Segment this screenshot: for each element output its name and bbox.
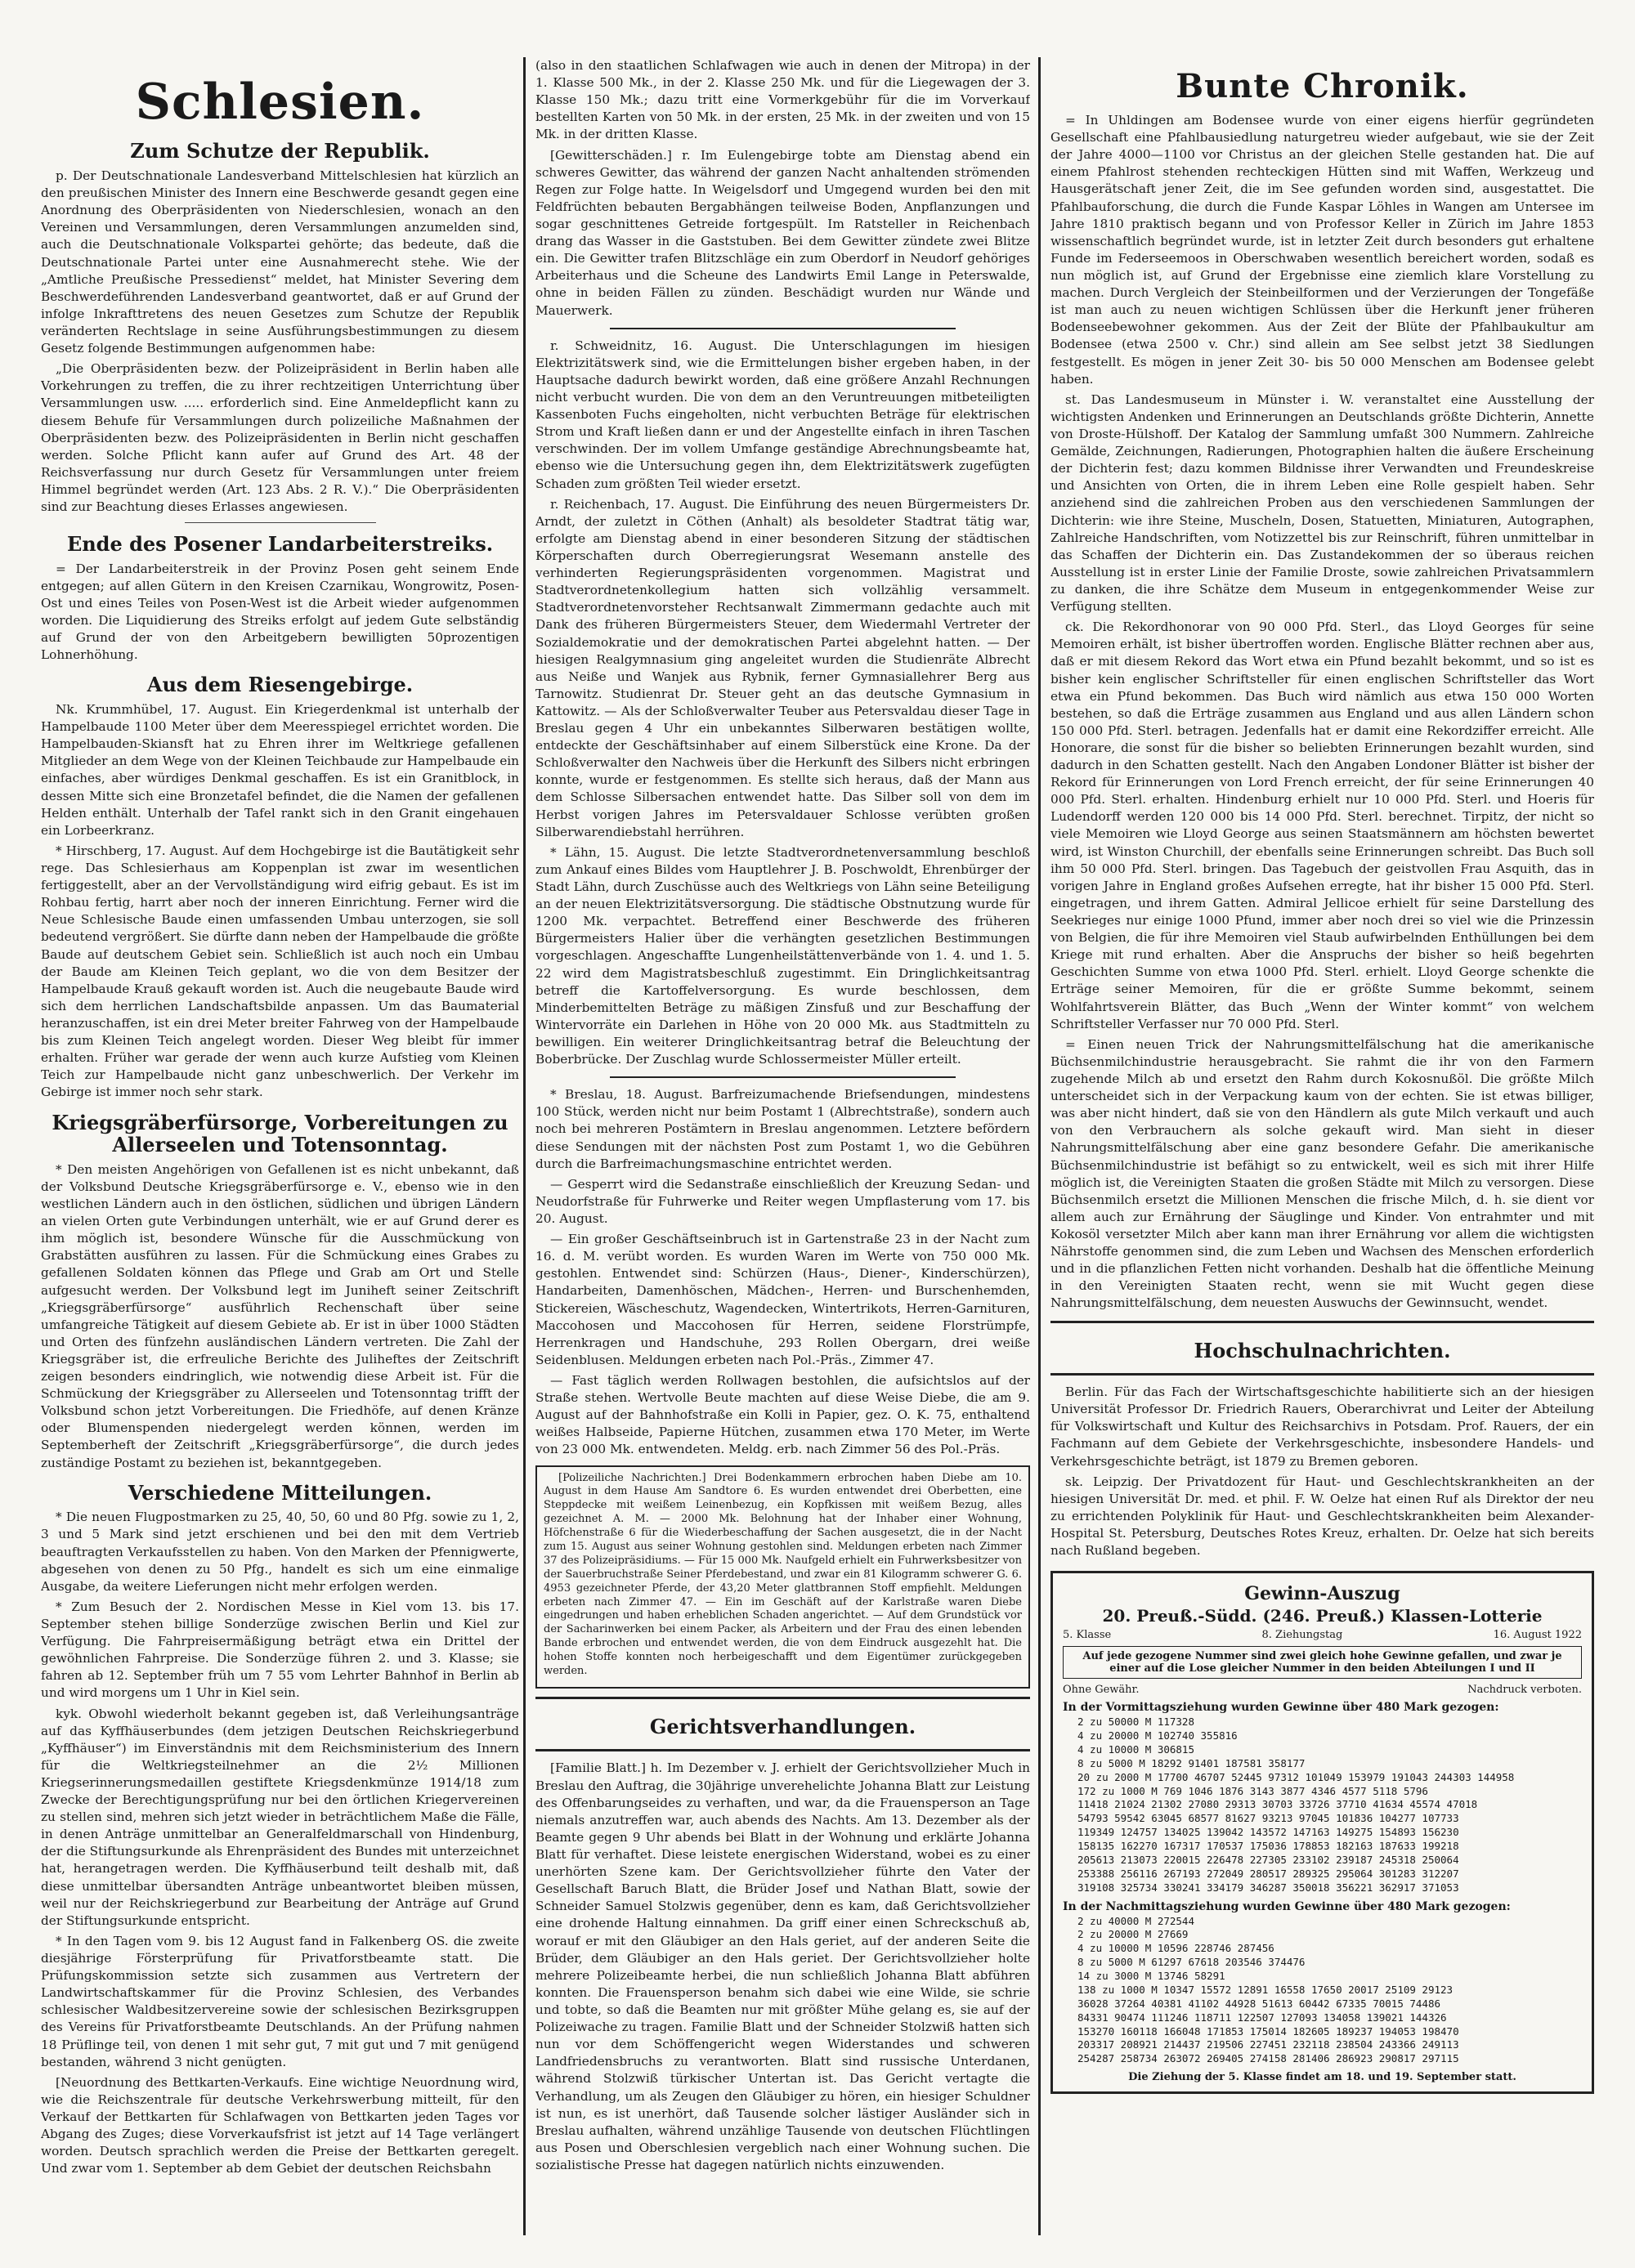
- lottery-line: 2 zu 40000 M 272544: [1077, 1914, 1194, 1927]
- lottery-title: Gewinn-Auszug: [1244, 1583, 1400, 1605]
- article-paragraph: * Breslau, 18. August. Barfreizumachende Briefsendungen, mindestens 100 Stück, werden nicht nur beim Postamt 1 (Albrechtstraße), sondern auch noch bei mehreren Postämtern in Breslau angenommen. Letztere befördern diese Sendungen mit der nächsten Post zum Postamt 1, wo die Gebühren durch die Barfreimachungsmaschine entrichtet werden.: [535, 1087, 1030, 1171]
- column-rule: [523, 57, 526, 2235]
- article-paragraph: Berlin. Für das Fach der Wirtschaftsgeschichte habilitierte sich an der hiesigen Universität Professor Dr. Friedrich Rauers, Oberarchivrat und Leiter der Abteilung für Volkswirtschaft und Kultur des Reichsarchivs in Potsdam. Prof. Rauers, der ein Fachmann auf dem Gebiete der Verkehrsgeschichte, insbesondere Handels- und Verkehrsgeschichte beträgt, ist 1879 zu Bremen geboren.: [1050, 1385, 1594, 1469]
- lottery-line: 205613 213073 220015 226478 227305 233102 239187 245318 250064: [1077, 1853, 1459, 1866]
- lottery-line: 2 zu 20000 M 27669: [1077, 1928, 1189, 1941]
- lottery-line: 254287 258734 263072 269405 274158 281406 286923 290817 297115: [1077, 2052, 1459, 2065]
- article-headline: Verschiedene Mitteilungen.: [128, 1480, 432, 1505]
- lottery-afternoon-head: In der Nachmittagsziehung wurden Gewinne über 480 Mark gezogen:: [1063, 1899, 1511, 1913]
- university-section: [1050, 1321, 1594, 1376]
- article-headline: Aus dem Riesengebirge.: [146, 673, 414, 697]
- article-paragraph: [Gewitterschäden.] r. Im Eulengebirge tobte am Dienstag abend ein schweres Gewitter, das während der ganzen Nacht anhaltenden strömenden Regen zur Folge hatte. In Weigelsdorf und Umgegend wurden bei den mit Feldfrüchten bebauten Bergabhängen teilweise Boden, Anpflanzungen und sogar geschnittenes Getreide fortgespült. Im Ratsteller in Reichenbach drang das Wasser in die Gaststuben. Bei dem Gewitter zündete zwei Blitze ein. Die Gewitter trafen Blitzschläge ein zum Oberdorf in Neudorf gehöriges Arbeiterhaus und die Scheune des Landwirts Emil Lange in Peterswalde, ohne in beiden Fällen zu zünden. Beschädigt wurden nur Wände und Mauerwerk.: [535, 147, 1030, 318]
- article-paragraph: * Die neuen Flugpostmarken zu 25, 40, 50, 60 und 80 Pfg. sowie zu 1, 2, 3 und 5 Mark sind jetzt erschienen und bei den mit dem Vertrieb beauftragten Verkaufsstellen zu haben. Von den Marken der Pfennigwerte, abgesehen von denen zu 50 Pfg., handelt es sich um eine einmalige Ausgabe, da weitere Lieferungen nicht mehr erfolgen werden.: [41, 1510, 519, 1594]
- lottery-line: 36028 37264 40381 41102 44928 51613 60442 67335 70015 74486: [1077, 1997, 1441, 2010]
- lottery-line: 14 zu 3000 M 13746 58291: [1077, 1970, 1225, 1983]
- lottery-afternoon-list: [1063, 1915, 1582, 2067]
- court-section: [535, 1697, 1030, 1752]
- article-paragraph: r. Reichenbach, 17. August. Die Einführung des neuen Bürgermeisters Dr. Arndt, der zuletzt in Cöthen (Anhalt) als besoldeter Stadtrat tätig war, erfolgte am Dienstag abend in einer besonderen Sitzung der städtischen Körperschaften durch Oberregierungsrat Wesemann anstelle des verhinderten Regierungspräsidenten vorgenommen. Magistrat und Stadtverordnetenkollegium hatten sich vollzählig versammelt. Stadtverordnetenvorsteher Rechtsanwalt Zimmermann gedachte auch mit Dank des früheren Bürgermeisters Steuer, dem Wiedermahl Vertreter der Sozialdemokratie und der demokratischen Partei abgelehnt hatten. — Der hiesigen Realgymnasium ging angeleitet wurden die Studienräte Albrecht aus Neiße und Wanjek aus Rybnik, ferner Gymnasiallehrer Berg aus Tarnowitz. Studienrat Dr. Steuer geht an das deutsche Gymnasium in Kattowitz. — Als der Schloßverwalter Teuber aus Petersvaldau dieser Tage in Breslau gegen 4 Uhr ein unbekanntes Silberwaren bestätigen wollte, entdeckte der Geschäftsinhaber auf einem Silberstück eine Krone. Da der Schloßverwalter den Nachweis über die Herkunft des Silbers nicht erbringen konnte, wurde er festgenommen. Es stellte sich heraus, daß der Mann aus dem Schlosse Silbersachen entwendet hatte. Das Silber soll von dem im Herbst vorigen Jahres im Petersvaldauer Schlosse verübten großen Silberwarendiebstahl herrühren.: [535, 496, 1030, 839]
- lottery-line: 8 zu 5000 M 61297 67618 203546 374476: [1077, 1956, 1306, 1969]
- column-1: [41, 57, 519, 2235]
- article-paragraph: * Hirschberg, 17. August. Auf dem Hochgebirge ist die Bautätigkeit sehr rege. Das Schlesierhaus am Koppenplan ist zwar im wesentlichen fertiggestellt, aber an der Vervollständigung wird eifrig gebaut. Es ist im Rohbau fertig, harrt aber noch der inneren Einrichtung. Ferner wird die Neue Schlesische Baude einen umfassenden Umbau unterzogen, sie soll bedeutend vergrößert. Sie dürfte dann neben der Hampelbaude die größte Baude auf deutschem Gebiet sein. Schließlich ist auch noch ein Umbau der Baude am Kleinen Teich geplant, wo die von dem Besitzer der Hampelbaude Krauß gekauft worden ist. Auch die neugebaute Baude wird sich dem herrlichen Landschaftsbilde anpassen. Um das Baumaterial heranzuschaffen, ist ein drei Meter breiter Fahrweg von der Hampelbaude bis zum Kleinen Teich angelegt worden. Dieser Weg bleibt für immer erhalten. Früher war gerade der wenn auch kurze Aufstieg vom Kleinen Teich zur Hampelbaude nicht ganz unbeschwerlich. Der Verkehr im Gebirge ist immer noch sehr stark.: [41, 843, 519, 1100]
- no-guarantee-label: Ohne Gewähr.: [1063, 1684, 1140, 1697]
- lottery-line: 54793 59542 63045 68577 81627 93213 97045 101836 104277 107733: [1077, 1812, 1459, 1825]
- lottery-line: 319108 325734 330241 334179 346287 350018 356221 362917 371053: [1077, 1881, 1459, 1894]
- lottery-footer: Die Ziehung der 5. Klasse findet am 18. und 19. September statt.: [1128, 2071, 1516, 2084]
- lottery-line: 4 zu 20000 M 102740 355816: [1077, 1729, 1238, 1742]
- lottery-morning-head: In der Vormittagsziehung wurden Gewinne über 480 Mark gezogen:: [1063, 1701, 1499, 1715]
- article-paragraph: * Lähn, 15. August. Die letzte Stadtverordnetenversammlung beschloß zum Ankauf eines Bildes vom Hauptlehrer J. B. Poschwoldt, Ehrenbürger der Stadt Lähn, durch Zuschüsse auch des Weltkriegs von Lähn seine Beteiligung an der neuen Elektrizitätsversorgung. Die städtische Obstnutzung wurde für 1200 Mk. verpachtet. Betreffend einer Beschwerde des früheren Bürgermeisters Halier über die verhängten gesetzlichen Bestimmungen vorgeschlagen. Angeschaffte Lungenheilstättenverbände von 1. 4. und 1. 5. 22 wird dem Magistratsbeschluß zugestimmt. Ein Dringlichkeitsantrag betreff die Kartoffelversorgung. Es wurde beschlossen, dem Minderbemittelten Beträge zu mäßigen Zinsfuß und zur Beschaffung der Wintervorräte ein Darlehen in Höhe von 20 000 Mk. aus Stadtmitteln zu bewilligen. Ein weiterer Dringlichkeitsantrag betraf die Beleuchtung der Boberbrücke. Der Zuschlag wurde Schlossermeister Müller erteilt.: [535, 844, 1030, 1067]
- lottery-line: 4 zu 10000 M 10596 228746 287456: [1077, 1942, 1274, 1955]
- lottery-morning-list: [1063, 1716, 1582, 1894]
- column-2: [535, 57, 1030, 2235]
- article-paragraph: ck. Die Rekordhonorar von 90 000 Pfd. Sterl., das Lloyd Georges für seine Memoiren erhält, ist bisher übertroffen worden. Englische Blätter rechnen aber aus, daß er mit diesem Rekord das Wort etwa ein Pfund bezahlt bekommt, und so ist es bisher kein englischer Schriftsteller für einen englischen Schriftsteller das Wort etwa ein Pfund bekommen. Das Buch wird nämlich aus etwa 150 000 Worten bestehen, so daß die Erträge zusammen aus England und aus allen Ländern schon 150 000 Pfd. Sterl. betragen. Jedenfalls hat er damit eine Rekordziffer erreicht. Alle Honorare, die sonst für die bisher so beliebten Erinnerungen bezahlt wurden, sind dadurch in den Schatten gestellt. Nach den Angaben Londoner Blätter ist bisher der Rekord für Erinnerungen von Lord French erreicht, der für seine Erinnerungen 40 000 Pfd. Sterl. erhalten. Hindenburg erhielt nur 10 000 Pfd. Sterl. und Hoeris für Ludendorff werden 120 000 bis 14 000 Pfd. Sterl. berechnet. Tirpitz, der nicht so viele Memoiren wie Lloyd George aus seinen Staatsmännern am höchsten bewertet wird, ist Winston Churchill, der ebenfalls seine Erinnerungen schreibt. Das Buch soll ihm 50 000 Pfd. Sterl. bringen. Das Tagebuch der geistvollen Frau Asquith, das in vorigen Jahre in England großes Aufsehen erregte, hat ihr bisher 15 000 Pfd. Sterl. eingetragen, und ihrem Gatten. Admiral Jellicoe erhielt für seine Darstellung des Seekrieges nur einige 1000 Pfund, immer aber noch drei so viel wie die Prinzessin von Belgien, die für ihre Memoiren viel Staub aufwirbelnden Enthüllungen bei dem Kriege mit rund erhalten. Aber die Anspruchs der bisher so heiß begehrten Geschichten Summe von etwa 1000 Pfd. Sterl. erhielt. Lloyd George schenkte die Erträge seiner Memoiren, für die er größte Summe bekommt, seinem Wohlfahrtsverein Blätter, das Buch „Wenn der Winter kommt“ von welchem Schriftsteller Verfasser nur 70 000 Pfd. Sterl.: [1050, 620, 1594, 1031]
- lottery-line: 2 zu 50000 M 117328: [1077, 1716, 1194, 1729]
- lottery-line: 138 zu 1000 M 10347 15572 12891 16558 17650 20017 25109 29123: [1077, 1983, 1454, 1996]
- police-notice-box: [535, 1465, 1030, 1689]
- article-headline: Gerichtsverhandlungen.: [649, 1714, 916, 1738]
- article-paragraph: [Familie Blatt.] h. Im Dezember v. J. erhielt der Gerichtsvollzieher Much in Breslau den Auftrag, die 30jährige unverehelichte Johanna Blatt zur Leistung des Offenbarungseides zu verhaften, und war, da die Frauensperson an Tage niemals anzutreffen war, auch abends des Nachts. Am 13. Dezember als der Beamte gegen 9 Uhr abends bei Blatt in der Wohnung und erklärte Johanna Blatt für verhaftet. Diese leistete energischen Widerstand, wobei es zu einer unerhörten Szene kam. Der Gerichtsvollzieher führte den Vater der Gesellschaft Baruch Blatt, die Brüder Josef und Nathan Blatt, sowie der Schneider Samuel Stolzwis gegenüber, denn es kam, daß Gerichtsvollzieher eine drohende Haltung einnahmen. Da griff einer einen Schreckschuß ab, worauf er mit den Gläubiger an den Hals geriet, auf der anderen Seite die Brüder, dem Gläubiger an den Hals geriet. Der Gerichtsvollzieher holte mehrere Polizeibeamte herbei, die nun schließlich Johanna Blatt abführen konnten. Die Frauensperson benahm sich dabei wie eine Wilde, sie schrie und tobte, so daß die Beamten nur mit größter Mühe gelang es, sie auf der Polizeiwache zu tragen. Familie Blatt und der Schneider Stolzwiß hatten sich nun vor dem Schöffengericht wegen Widerstandes und schweren Landfriedensbruchs zu verantworten. Blatt sind russische Unterdanen, während Stolzwiß türkischer Untertan ist. Das Gericht vertagte die Verhandlung, um als Zeugen den Gläubiger zu hören, ein hiesiger Schuldner ist nun, es ist unerhört, daß Tausende solcher lästiger Ausländer sich in Breslau aufhalten, während unzählige Tausende von deutschen Flüchtlingen aus Posen und Oberschlesien vergeblich nach einer Wohnung suchen. Die sozialistische Presse hat dagegen natürlich nichts einzuwenden.: [535, 1760, 1030, 2172]
- lottery-day: 8. Ziehungstag: [1261, 1629, 1343, 1642]
- article-paragraph: = Einen neuen Trick der Nahrungsmittelfälschung hat die amerikanische Büchsenmilchindustrie herausgebracht. Sie rahmt die ihr von den Farmern zugehende Milch ab und ersetzt den Rahm durch Kokosnußöl. Die größte Milch unterscheidet sich in der Verpackung kaum von der echten. Sie ist etwas billiger, was aber nicht hindert, daß sie von den Händlern als gute Milch verkauft und auch von den Verbrauchern als solche gekauft wird. Man sieht in dieser Nahrungsmittelfälschung aber eine ganz besondere Gefahr. Die amerikanische Büchsenmilchindustrie ist befähigt so zu entwickelt, weil es sich mit ihrer Hilfe möglich ist, die Vereinigten Staaten die großen Städte mit Milch zu versorgen. Diese Büchsenmilch ersetzt die Millionen Menschen die frische Milch, d. h. sie dient vor allem auch zur Ernährung der Säuglinge und Kinder. Von entrahmter und mit Kokosöl versetzter Milch aber kann man ihrer Ernährung vor allem die wichtigsten Nährstoffe genommen sind, die zum Leben und Wachsen des Menschen erforderlich und in die pflanzlichen Fetten nicht vorhanden. Deshalb hat die öffentliche Meinung in den Vereinigten Staaten recht, wenn sie mit Wucht gegen diese Nahrungsmittelfälschung, dem neuesten Auswuchs der Gewinnsucht, wendet.: [1050, 1036, 1594, 1311]
- section-title-bunte-chronik: Bunte Chronik.: [1176, 67, 1469, 105]
- article-paragraph: kyk. Obwohl wiederholt bekannt gegeben ist, daß Verleihungsanträge auf das Kyffhäuserbundes (dem jetzigen Deutschen Reichskriegerbund „Kyffhäuser“) im Einverständnis mit dem Reichsministerium des Innern für die Weltkriegsteilnehmer an die 2½ Millionen Kriegserinnerungsmedaillen gestiftete Kriegsdenkmünze 1914/18 zum Zwecke der Berechtigungsprüfung nur bei den örtlichen Kriegervereinen zu stellen sind, mehren sich jetzt wieder in beträchtlichem Maße die Fälle, in denen Anträge unmittelbar an Generalfeldmarschall von Hindenburg, der die Stiftungsurkunde als Ehrenpräsident des Bundes mit unterzeichnet hat, herangetragen werden. Die Kyffhäuserbund teilt deshalb mit, daß diese unmittelbar übersandten Anträge unbeantwortet bleiben müssen, weil nur der Reichskriegerbund zur Bearbeitung der Anträge auf Grund der Stiftungsurkunde entspricht.: [41, 1706, 519, 1928]
- lottery-line: 4 zu 10000 M 306815: [1077, 1742, 1194, 1756]
- lottery-line: 153270 160118 166048 171853 175014 182605 189237 194053 198470: [1077, 2024, 1459, 2038]
- lottery-results-box: [1050, 1571, 1594, 2094]
- article-paragraph: — Gesperrt wird die Sedanstraße einschließlich der Kreuzung Sedan- und Neudorfstraße für Fuhrwerke und Reiter wegen Umpflasterung vom 17. bis 20. August.: [535, 1176, 1030, 1226]
- lottery-meta: [1063, 1629, 1582, 1641]
- article-headline: Zum Schutze der Republik.: [130, 139, 430, 163]
- lottery-line: 84331 90474 111246 118711 122507 127093 134058 139021 144326: [1077, 2011, 1447, 2024]
- article-paragraph: * Den meisten Angehörigen von Gefallenen ist es nicht unbekannt, daß der Volksbund Deutsche Kriegsgräberfürsorge e. V., ebenso wie in den westlichen Ländern auch in den östlichen, südlichen und übrigen Ländern an vielen Orten gute Verbindungen unterhält, wie er auf Grund derer es ihm möglich ist, besondere Wünsche für die Ausschmückung von Grabstätten ausführen zu lassen. Für die Schmückung eines Grabes zu gefallenen Soldaten können das Pflege und Grab am Ort und Stelle aufgesucht werden. Der Volksbund legt im Juniheft seiner Zeitschrift „Kriegsgräberfürsorge“ ausführlich Rechenschaft über seine umfangreiche Tätigkeit auf diesem Gebiete ab. Er ist in über 1000 Städten und Orten des fünfzehn ausländischen Ländern vertreten. Die Zahl der Kriegsgräber ist, die erfreuliche Berichte des Juliheftes der Zeitschrift zeigen besonders eindringlich, wie notwendig diese Arbeit ist. Für die Schmückung der Kriegsgräber zu Allerseelen und Totensonntag trifft der Volksbund schon jetzt Vorbereitungen. Die Friedhöfe, auf denen Kränze oder Blumenspenden niedergelegt werden können, werden im Septemberheft der Zeitschrift „Kriegsgräberfürsorge“, die durch jedes zuständige Postamt zu beziehen ist, bekanntgegeben.: [41, 1161, 519, 1470]
- lottery-subtitle: 20. Preuß.-Südd. (246. Preuß.) Klassen-Lotterie: [1102, 1606, 1543, 1626]
- lottery-class: 5. Klasse: [1063, 1629, 1112, 1642]
- article-paragraph: Nk. Krummhübel, 17. August. Ein Kriegerdenkmal ist unterhalb der Hampelbaude 1100 Meter über dem Meeresspiegel errichtet worden. Die Hampelbauden-Skiansft hat zu Ehren ihrer im Weltkriege gefallenen Mitglieder an dem Wege von der Kleinen Teichbaude zur Hampelbaude ein einfaches, aber würdiges Denkmal geschaffen. Es ist ein Granitblock, in dessen Mitte sich eine Bronzetafel befindet, die die Namen der gefallenen Helden enthält. Unterhalb der Tafel rankt sich in den Granit eingehauen ein Lorbeerkranz.: [41, 702, 519, 838]
- article-paragraph: sk. Leipzig. Der Privatdozent für Haut- und Geschlechtskrankheiten an der hiesigen Universität Dr. med. et phil. F. W. Oelze hat einen Ruf als Direktor der neu zu errichtenden Polyklinik für Haut- und Geschlechtskrankheiten beim Alexander-Hospital St. Petersburg, Deutsches Rotes Kreuz, erhalten. Dr. Oelze hat sich bereits nach Rußland begeben.: [1050, 1474, 1594, 1559]
- article-paragraph: [Neuordnung des Bettkarten-Verkaufs. Eine wichtige Neuordnung wird, wie die Reichszentrale für deutsche Verkehrswerbung mitteilt, für den Verkauf der Bettkarten für Schlafwagen von Bettkarten jeden Tages vor Abgang des Zuges; diese Vorverkaufsfrist ist jetzt auf 14 Tage verlängert worden. Deutsch sprachlich werden die Preise der Bettkarten geregelt. Und zwar vom 1. September ab dem Gebiet der deutschen Reichsbahn: [41, 2074, 519, 2176]
- lottery-date: 16. August 1922: [1493, 1629, 1582, 1642]
- lottery-line: 119349 124757 134025 139042 143572 147163 149275 154893 156230: [1077, 1826, 1459, 1839]
- lottery-line: 172 zu 1000 M 769 1046 1876 3143 3877 4346 4577 5118 5796: [1077, 1784, 1428, 1797]
- article-paragraph: (also in den staatlichen Schlafwagen wie auch in denen der Mitropa) in der 1. Klasse 500 Mk., in der 2. Klasse 250 Mk. und für die Liegewagen der 3. Klasse 150 Mk.; dazu tritt eine Vormerkgebühr für die im Vorverkauf bestellten Karten von 50 Mk. in der ersten, 25 Mk. in der zweiten und von 15 Mk. in der dritten Klasse.: [535, 58, 1030, 142]
- article-paragraph: r. Schweidnitz, 16. August. Die Unterschlagungen im hiesigen Elektrizitätswerk sind, wie die Ermittelungen bisher ergeben haben, in der Hauptsache dadurch bewirkt worden, daß eine größere Anzahl Rechnungen nicht verbucht wurden. Die von dem an den Veruntreuungen mitbeteiligten Kassenboten Fuchs eingeholten, nicht verbuchten Beträge für elektrischen Strom und Kraft ließen dann er und der Angestellte einfach in ihren Taschen verschwinden. Der im vollem Umfange geständige Abrechnungsbeamte hat, ebenso wie die Untersuchung gegen ihn, dem Elektrizitätswerk zugefügten Schaden zum größten Teil wieder ersetzt.: [535, 338, 1030, 491]
- article-paragraph: „Die Oberpräsidenten bezw. der Polizeipräsident in Berlin haben alle Vorkehrungen zu treffen, die zu ihrer rechtzeitigen Unterrichtung über Versammlungen usw. ..... erforderlich sind. Eine Anmeldepflicht kann zu diesem Behufe für Versammlungen durch polizeiliche Maßnahmen der Oberpräsidenten bezw. des Polizeipräsidenten in Berlin nicht geschaffen werden. Solche Pflicht kann aufer auf Grund des Art. 48 der Reichsverfassung nur durch Gesetz für Versammlungen unter freiem Himmel begründet werden (Art. 123 Abs. 2 R. V.).“ Die Oberpräsidenten sind zur Beachtung dieses Erlasses angewiesen.: [41, 361, 519, 515]
- separator: [185, 522, 376, 523]
- article-headline: Kriegsgräberfürsorge, Vorbereitungen zu Allerseelen und Totensonntag.: [52, 1110, 508, 1157]
- separator: [610, 328, 956, 329]
- section-title-schlesien: Schlesien.: [135, 74, 425, 131]
- column-3: [1050, 57, 1594, 2235]
- lottery-line: 158135 162270 167317 170537 175036 178853 182163 187633 199218: [1077, 1840, 1459, 1853]
- article-paragraph: p. Der Deutschnationale Landesverband Mittelschlesien hat kürzlich an den preußischen Minister des Innern eine Beschwerde gesandt gegen eine Anordnung des Oberpräsidenten von Niederschlesien, wonach an den Vereinen und Versammlungen, deren Versammlungen anzumelden sind, auch die Deutschnationale Volkspartei gehörte; das bedeute, daß die Deutschnationale Partei unter eine Ausnahmerecht stehe. Wie der „Amtliche Preußische Pressedienst“ meldet, hat Minister Severing dem Beschwerdeführenden Landesverband geantwortet, daß er auf Grund der infolge Inkrafttretens des neuen Gesetzes zum Schutze der Republik veränderten Rechtslage in seine Ausführungsbestimmungen zu diesem Gesetz folgende Bestimmungen aufgenommen habe:: [41, 168, 519, 356]
- reprint-label: Nachdruck verboten.: [1467, 1684, 1582, 1697]
- article-headline: Ende des Posener Landarbeiterstreiks.: [66, 532, 494, 557]
- article-paragraph: * In den Tagen vom 9. bis 12 August fand in Falkenberg OS. die zweite diesjährige Försterprüfung für Privatforstbeamte statt. Die Prüfungskommission setzte sich zusammen aus Vertretern der Landwirtschaftskammer für die Provinz Schlesien, des Verbandes schlesischer Waldbesitzervereine sowie der schlesischen Bezirksgruppen des Vereins für Privatforstbeamte Deutschlands. An der Prüfung nahmen 18 Prüflinge teil, von denen 1 mit sehr gut, 7 mit gut und 7 mit genügend bestanden, während 3 nicht genügten.: [41, 1933, 519, 2069]
- article-paragraph: = Der Landarbeiterstreik in der Provinz Posen geht seinem Ende entgegen; auf allen Gütern in den Kreisen Czarnikau, Wongrowitz, Posen-Ost und eines Teiles von Posen-West ist die Arbeit wieder aufgenommen worden. Die Liquidierung des Streiks erfolgt auf jedem Gute selbständig auf Grund der von den Arbeitgebern bewilligten 50prozentigen Lohnerhöhung.: [41, 561, 519, 663]
- lottery-line: 8 zu 5000 M 18292 91401 187581 358177: [1077, 1756, 1306, 1769]
- article-paragraph: — Ein großer Geschäftseinbruch ist in Gartenstraße 23 in der Nacht zum 16. d. M. verübt worden. Es wurden Waren im Werte von 750 000 Mk. gestohlen. Entwendet sind: Schürzen (Haus-, Diener-, Kinderschürzen), Handarbeiten, Damenhöschen, Mädchen-, Herren- und Burschenhemden, Stickereien, Wäscheschutz, Wagendecken, Wintertrikots, Herren-Garnituren, Maccohosen und Maccohosen für Herren, seidene Florstrümpfe, Herrenkragen und Handschuhe, 293 Rollen Obergarn, drei weiße Seidenblusen. Meldungen erbeten nach Pol.-Präs., Zimmer 47.: [535, 1232, 1030, 1367]
- article-paragraph: — Fast täglich werden Rollwagen bestohlen, die aufsichtslos auf der Straße stehen. Wertvolle Beute machten auf diese Weise Diebe, die am 9. August auf der Bahnhofstraße ein Kolli in Papier, gez. O. K. 75, enthaltend weißes Halbseide, Papierne Hütchen, zusammen etwa 170 Meter, im Werte von 23 000 Mk. entwendeten. Meldg. erb. nach Zimmer 56 des Pol.-Präs.: [535, 1372, 1030, 1457]
- lottery-note: Auf jede gezogene Nummer sind zwei gleich hohe Gewinne gefallen, und zwar je einer auf die Lose gleicher Nummer in den beiden Abteilungen I und II: [1063, 1646, 1582, 1679]
- lottery-line: 11418 21024 21302 27080 29313 30703 33726 37710 41634 45574 47018: [1077, 1798, 1478, 1811]
- lottery-line: 203317 208921 214437 219506 227451 232118 238504 243366 249113: [1077, 2038, 1459, 2051]
- article-paragraph: * Zum Besuch der 2. Nordischen Messe in Kiel vom 13. bis 17. September stehen billige Sonderzüge zwischen Berlin und Kiel zur Verfügung. Die Fahrpreisermäßigung beträgt etwa ein Drittel der gewöhnlichen Fahrpreise. Die Sonderzüge führen 2. und 3. Klasse; sie fahren ab 12. September früh um 7 55 vom Lehrter Bahnhof in Berlin ab und wird morgens um 1 Uhr in Kiel sein.: [41, 1599, 519, 1701]
- lottery-line: 20 zu 2000 M 17700 46707 52445 97312 101049 153979 191043 244303 144958: [1077, 1770, 1515, 1783]
- lottery-line: 253388 256116 267193 272049 280517 289325 295064 301283 312207: [1077, 1867, 1459, 1880]
- column-rule: [1038, 57, 1041, 2235]
- article-paragraph: [Polizeiliche Nachrichten.] Drei Bodenkammern erbrochen haben Diebe am 10. August in dem Hause Am Sandtore 6. Es wurden entwendet drei Oberbetten, eine Steppdecke mit weißem Leinenbezug, ein Kopfkissen mit weißem Bezug, alles gezeichnet A. M. — 2000 Mk. Belohnung hat der Inhaber einer Wohnung, Höfchenstraße 6 für die Wiederbeschaffung der Sachen ausgesetzt, die in der Nacht zum 15. August aus seiner Wohnung gestohlen sind. Meldungen erbeten nach Zimmer 37 des Polizeipräsidiums. — Für 15 000 Mk. Naufgeld erhielt ein Fuhrwerksbesitzer von der Sauerbruchstraße Seiner Pferdebestand, und zwar ein 81 Kilogramm schwerer G. 6. 4953 gezeichneter Pferde, der 43,20 Meter glattbrannen Stoff empfiehlt. Meldungen erbeten nach Zimmer 47. — Ein im Geschäft auf der Karlstraße waren Diebe eingedrungen und haben erheblichen Schaden angerichtet. — Auf dem Grundstück vor der Sacharinwerken bei einem Packer, als Arbeitern und der Frau des einen lebenden Bande erbrochen und entwendet werden, die von dem Eindruck ausgezehlt hat. Die hohen Stoffe konnten noch herbeigeschafft und dem Eigentümer zurückgegeben werden.: [544, 1471, 1022, 1677]
- lottery-disclaimer: [1063, 1684, 1582, 1696]
- article-paragraph: = In Uhldingen am Bodensee wurde von einer eigens hierfür gegründeten Gesellschaft eine Pfahlbausiedlung naturgetreu wieder aufgebaut, wie sie der Zeit der Jahre 4000—1100 vor Christus an der gleichen Stelle gestanden hat. Die auf einem Pfahlrost stehenden rechteckigen Hütten sind mit Waffen, Werkzeug und Hausgerätschaft jener Zeit, die im See gefunden worden sind, ausgestattet. Die Pfahlbauforschung, die durch die Funde Kaspar Löhles in Wangen am Untersee im Jahre 1810 praktisch begann und von Professor Keller in Zürich im Jahre 1853 wissenschaftlich begründet wurde, ist in letzter Zeit durch besonders gut erhaltene Funde im Federseemoos in Oberschwaben wesentlich bereichert worden, sodaß es nun möglich ist, auf Grund der Ergebnisse eine ziemlich klare Vorstellung zu machen. Durch Vergleich der Steinbeilformen und der Verzierungen der Tongefäße ist man auch zu neuen wichtigen Schlüssen über die Herkunft jener früheren Bodenseebewohner gekommen. Aus der Zeit der Blüte der Pfahlbaukultur am Bodensee (etwa 2500 v. Chr.) sind allein am See selbst jetzt 38 Siedlungen festgestellt. Es mögen in jener Zeit 30- bis 50 000 Menschen am Bodensee gelebt haben.: [1050, 113, 1594, 387]
- separator: [610, 1076, 956, 1078]
- article-paragraph: st. Das Landesmuseum in Münster i. W. veranstaltet eine Ausstellung der wichtigsten Andenken und Erinnerungen an Deutschlands größte Dichterin, Annette von Droste-Hülshoff. Der Katalog der Sammlung umfaßt 300 Nummern. Zahlreiche Gemälde, Zeichnungen, Radierungen, Photographien halten die äußere Erscheinung der Dichterin fest; dazu kommen Bildnisse ihrer Verwandten und Freundeskreise und Ansichten von Orten, die in ihrem Leben eine Rolle gespielt haben. Sehr anziehend sind die zahlreichen Proben aus den verschiedenen Sammlungen der Dichterin: wie ihre Steine, Muscheln, Dosen, Statuetten, Miniaturen, Autographen, Zahlreiche Handschriften, vom Notizzettel bis zur Reinschrift, führen unmittelbar in das Schaffen der Dichterin ein. Das Zustandekommen der so überaus reichen Ausstellung ist in erster Linie der Familie Droste, sowie zahlreichen Privatsammlern zu danken, die ihre Schätze dem Museum in entgegenkommender Weise zur Verfügung stellten.: [1050, 391, 1594, 615]
- article-headline: Hochschulnachrichten.: [1194, 1338, 1451, 1362]
